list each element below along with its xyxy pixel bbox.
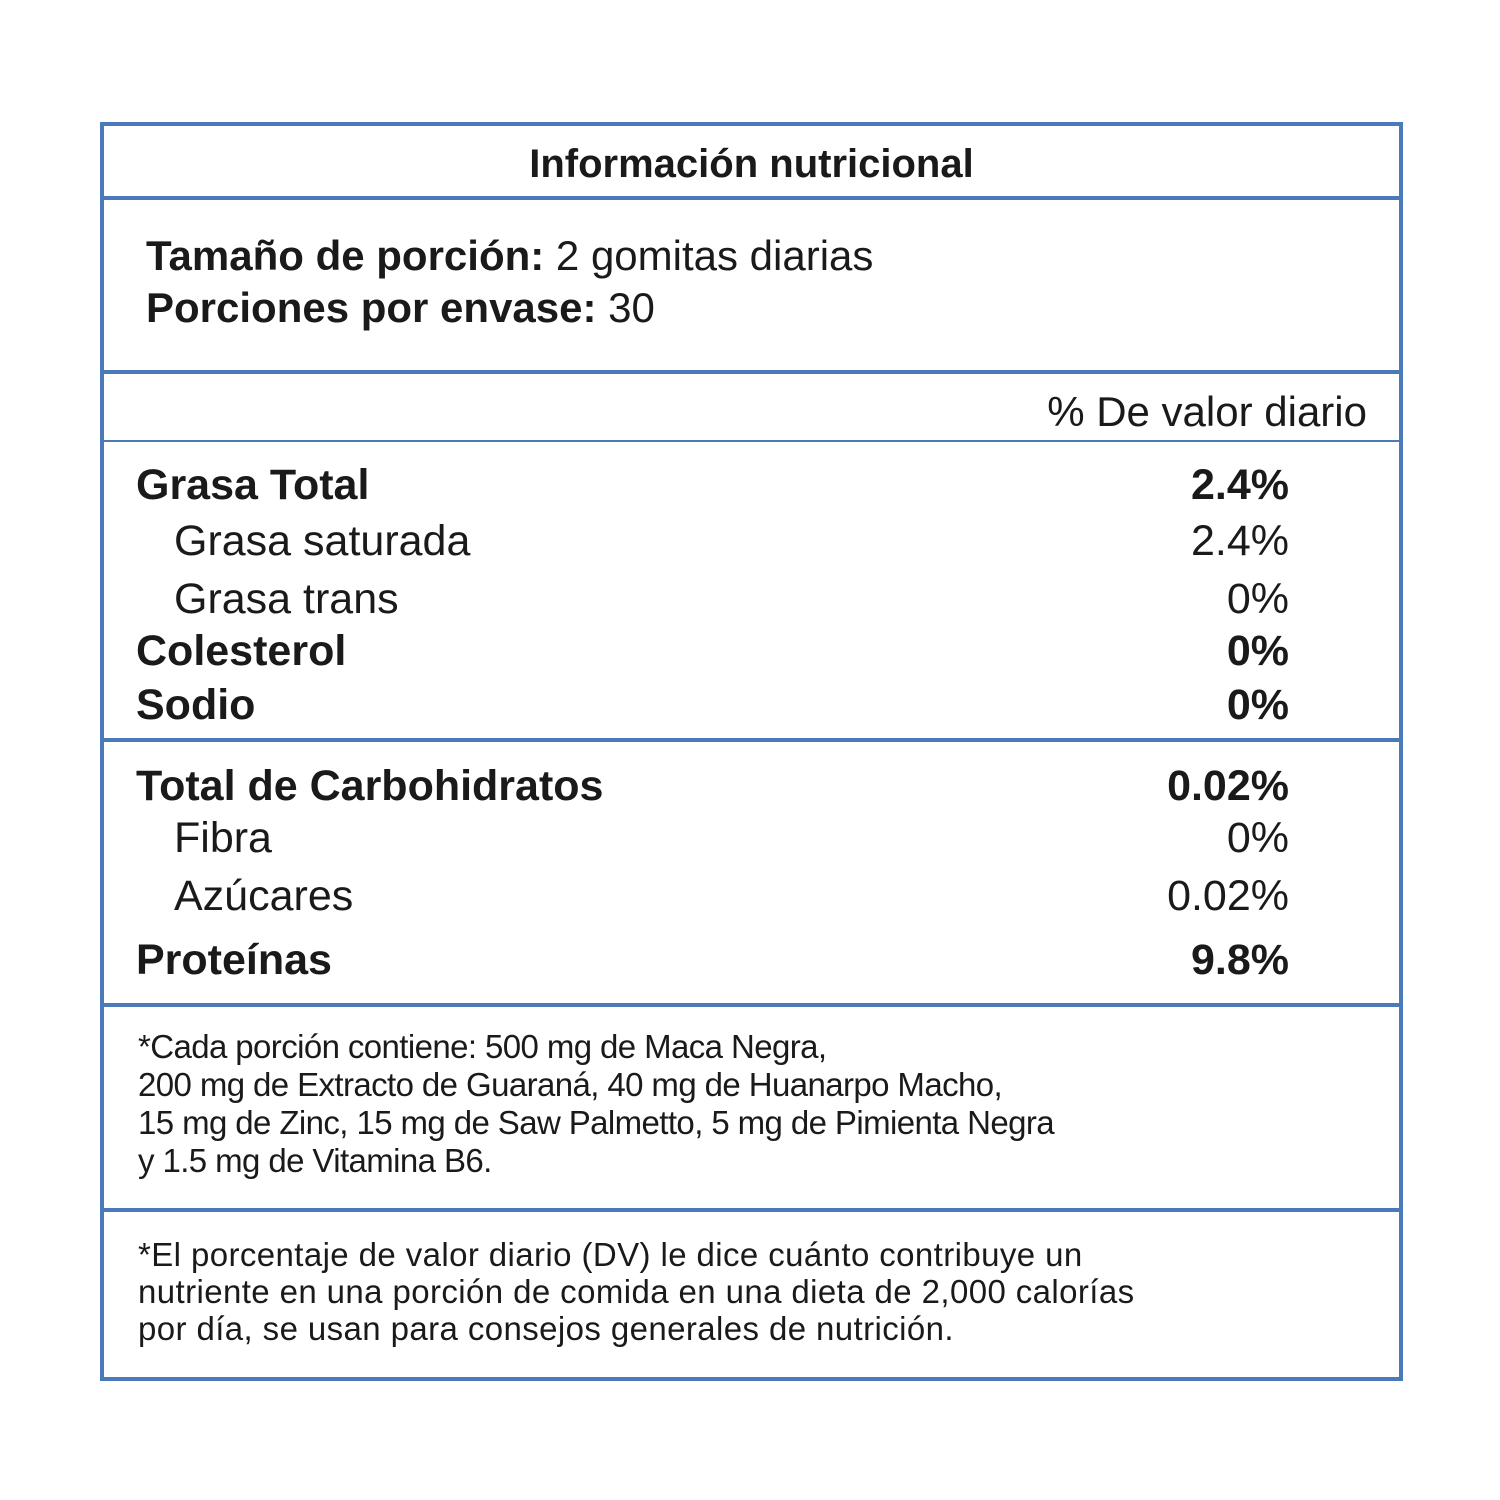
serving-size-label: Tamaño de porción: bbox=[146, 232, 545, 279]
nutrient-label: Proteínas bbox=[136, 936, 332, 984]
footnote-line: *El porcentaje de valor diario (DV) le dice cuánto contribuye un bbox=[138, 1236, 1083, 1273]
ingredients-note-line: 200 mg de Extracto de Guaraná, 40 mg de Huanarpo Macho, bbox=[138, 1066, 1003, 1103]
nutrient-label: Grasa Total bbox=[136, 461, 370, 509]
nutrient-row-total-fat bbox=[136, 457, 1289, 513]
nutrient-value: 0% bbox=[1226, 814, 1289, 862]
nutrient-value: 0% bbox=[1226, 627, 1289, 675]
nutrient-label: Grasa saturada bbox=[174, 517, 471, 565]
daily-value-header: % De valor diario bbox=[1047, 388, 1367, 435]
nutrient-value: 0% bbox=[1226, 575, 1289, 623]
ingredients-note-line: 15 mg de Zinc, 15 mg de Saw Palmetto, 5 mg de Pimienta Negra bbox=[138, 1104, 1054, 1141]
servings-per-container bbox=[146, 282, 655, 334]
nutrient-row-fiber bbox=[136, 810, 1289, 866]
nutrient-row-sugars bbox=[136, 868, 1289, 924]
divider bbox=[104, 738, 1399, 742]
nutrient-row-saturated-fat bbox=[136, 513, 1289, 569]
footnote-line: nutriente en una porción de comida en una dieta de 2,000 calorías bbox=[138, 1273, 1135, 1310]
nutrient-label: Grasa trans bbox=[174, 575, 399, 623]
nutrient-value: 0% bbox=[1226, 681, 1289, 729]
ingredients-note-line: y 1.5 mg de Vitamina B6. bbox=[138, 1142, 492, 1179]
divider bbox=[104, 1208, 1399, 1212]
serving-size bbox=[146, 230, 873, 282]
divider bbox=[104, 196, 1399, 200]
nutrient-row-trans-fat bbox=[136, 571, 1289, 627]
nutrient-value: 0.02% bbox=[1167, 872, 1289, 920]
nutrient-label: Fibra bbox=[174, 814, 272, 862]
servings-per-container-value: 30 bbox=[608, 284, 655, 331]
nutrient-value: 0.02% bbox=[1167, 762, 1289, 810]
daily-value-footnote bbox=[138, 1236, 1368, 1347]
nutrient-label: Azúcares bbox=[174, 872, 354, 920]
nutrient-label: Total de Carbohidratos bbox=[136, 762, 604, 810]
nutrient-value: 2.4% bbox=[1190, 517, 1289, 565]
divider bbox=[104, 370, 1399, 374]
servings-per-container-label: Porciones por envase: bbox=[146, 284, 597, 331]
nutrient-label: Colesterol bbox=[136, 627, 347, 675]
nutrient-row-sodium bbox=[136, 677, 1289, 733]
nutrient-value: 2.4% bbox=[1190, 461, 1289, 509]
ingredients-note-line: *Cada porción contiene: 500 mg de Maca Negra, bbox=[138, 1028, 827, 1065]
nutrient-label: Sodio bbox=[136, 681, 256, 729]
nutrition-facts-panel bbox=[100, 122, 1403, 1381]
nutrient-row-protein bbox=[136, 932, 1289, 988]
footnote-line: por día, se usan para consejos generales de nutrición. bbox=[138, 1310, 954, 1347]
nutrient-value: 9.8% bbox=[1190, 936, 1289, 984]
divider bbox=[104, 1003, 1399, 1007]
ingredients-note bbox=[138, 1028, 1348, 1180]
divider bbox=[104, 440, 1399, 442]
panel-title: Información nutricional bbox=[529, 142, 974, 186]
nutrient-row-cholesterol bbox=[136, 623, 1289, 679]
nutrient-row-total-carbohydrates bbox=[136, 758, 1289, 814]
serving-size-value: 2 gomitas diarias bbox=[555, 232, 874, 279]
